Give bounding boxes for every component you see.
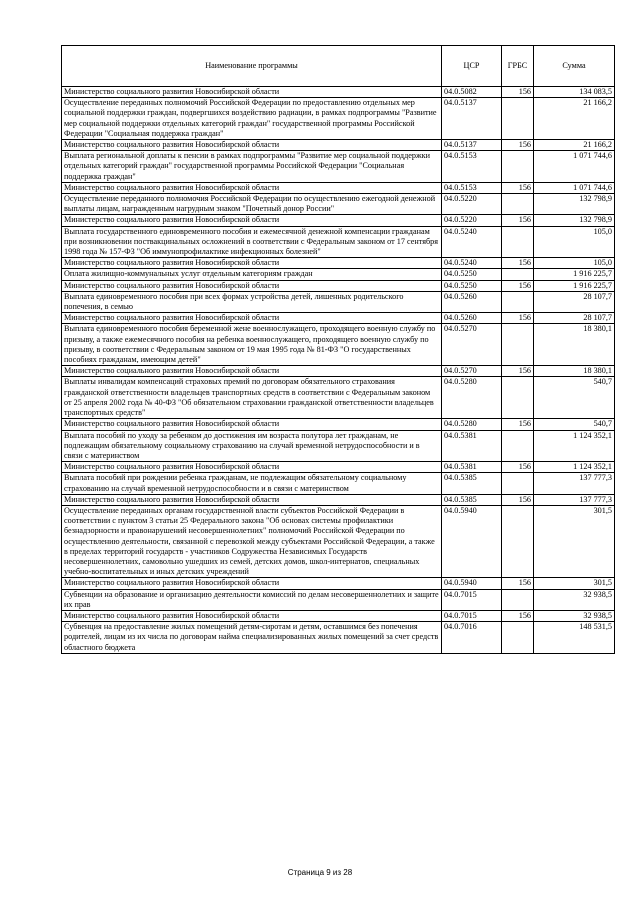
- cell-name: Министерство социального развития Новосибирской области: [62, 140, 442, 151]
- table-row: [62, 324, 615, 366]
- cell-grbs: [502, 377, 534, 419]
- table-row: [62, 87, 615, 98]
- cell-name: Выплата государственного единовременного пособия и ежемесячной денежной компенсации гражданам при возникновении поствакцинальных осложнений в соответствии с Федеральным законом от 17 сентября 1998 года № 157-ФЗ "Об иммунопрофилактике инфекционных болезней": [62, 226, 442, 258]
- cell-name: Осуществление переданных полномочий Российской Федерации по предоставлению отдельных мер социальной поддержки граждан, подвергшихся воздействию радиации, в рамках подпрограммы "Развитие мер социальной поддержки отдельных категорий граждан" государственной программы Российской Федерации "Социальная поддержка граждан": [62, 98, 442, 140]
- cell-grbs: [502, 98, 534, 140]
- cell-grbs: [502, 226, 534, 258]
- cell-name: Министерство социального развития Новосибирской области: [62, 215, 442, 226]
- cell-sum: 18 380,1: [534, 324, 615, 366]
- header-grbs: ГРБС: [502, 46, 534, 87]
- table-row: [62, 589, 615, 610]
- table-row: [62, 140, 615, 151]
- cell-grbs: [502, 324, 534, 366]
- cell-sum: 132 798,9: [534, 215, 615, 226]
- table-row: [62, 182, 615, 193]
- table-row: [62, 505, 615, 577]
- cell-csr: 04.0.7015: [442, 589, 502, 610]
- cell-sum: 134 083,5: [534, 87, 615, 98]
- cell-name: Министерство социального развития Новосибирской области: [62, 494, 442, 505]
- table-row: [62, 194, 615, 215]
- cell-csr: 04.0.5153: [442, 182, 502, 193]
- cell-grbs: [502, 505, 534, 577]
- cell-name: Министерство социального развития Новосибирской области: [62, 366, 442, 377]
- cell-grbs: 156: [502, 182, 534, 193]
- cell-csr: 04.0.5220: [442, 194, 502, 215]
- cell-name: Выплата региональной доплаты к пенсии в рамках подпрограммы "Развитие мер социальной поддержки отдельных категорий граждан" государственной программы Российской Федерации "Социальная поддержка граждан": [62, 151, 442, 183]
- cell-sum: 137 777,3: [534, 473, 615, 494]
- header-sum: Сумма: [534, 46, 615, 87]
- cell-grbs: [502, 291, 534, 312]
- cell-sum: 1 916 225,7: [534, 269, 615, 280]
- cell-grbs: [502, 622, 534, 654]
- cell-csr: 04.0.5270: [442, 366, 502, 377]
- header-name: Наименование программы: [62, 46, 442, 87]
- cell-sum: 18 380,1: [534, 366, 615, 377]
- cell-name: Выплата единовременного пособия при всех формах устройства детей, лишенных родительского попечения, в семью: [62, 291, 442, 312]
- cell-sum: 1 071 744,6: [534, 151, 615, 183]
- cell-sum: 132 798,9: [534, 194, 615, 215]
- table-row: [62, 291, 615, 312]
- cell-grbs: 156: [502, 419, 534, 430]
- cell-csr: 04.0.5260: [442, 291, 502, 312]
- cell-sum: 21 166,2: [534, 140, 615, 151]
- cell-grbs: [502, 430, 534, 462]
- cell-sum: 28 107,7: [534, 291, 615, 312]
- cell-name: Осуществление переданных органам государственной власти субъектов Российской Федерации в соответствии с пунктом 3 статьи 25 Федерального закона "Об основах системы профилактики безнадзорности и правонарушений несовершеннолетних" полномочий Российской Федерации по осуществлению деятельности, связанной с перевозкой между субъектами Российской Федерации, а также в пределах территорий государств - участников Содружества Независимых Государств несовершеннолетних, самовольно ушедших из семей, детских домов, школ-интернатов, специальных учебно-воспитательных и иных детских учреждений: [62, 505, 442, 577]
- cell-grbs: 156: [502, 610, 534, 621]
- table-row: [62, 494, 615, 505]
- table-row: [62, 215, 615, 226]
- cell-csr: 04.0.5240: [442, 258, 502, 269]
- cell-name: Осуществление переданного полномочия Российской Федерации по осуществлению ежегодной денежной выплаты лицам, награжденным нагрудным знаком "Почетный донор России": [62, 194, 442, 215]
- cell-name: Субвенции на образование и организацию деятельности комиссий по делам несовершеннолетних и защите их прав: [62, 589, 442, 610]
- cell-sum: 540,7: [534, 377, 615, 419]
- page-number: Страница 9 из 28: [287, 868, 353, 877]
- cell-csr: 04.0.7015: [442, 610, 502, 621]
- cell-name: Министерство социального развития Новосибирской области: [62, 258, 442, 269]
- cell-sum: 540,7: [534, 419, 615, 430]
- table-row: [62, 622, 615, 654]
- cell-csr: 04.0.5137: [442, 140, 502, 151]
- cell-grbs: 156: [502, 215, 534, 226]
- cell-csr: 04.0.5137: [442, 98, 502, 140]
- cell-csr: 04.0.5260: [442, 313, 502, 324]
- cell-sum: 148 531,5: [534, 622, 615, 654]
- table-row: [62, 377, 615, 419]
- cell-name: Министерство социального развития Новосибирской области: [62, 462, 442, 473]
- cell-sum: 32 938,5: [534, 589, 615, 610]
- cell-sum: 32 938,5: [534, 610, 615, 621]
- header-csr: ЦСР: [442, 46, 502, 87]
- cell-name: Выплата единовременного пособия беременной жене военнослужащего, проходящего военную службу по призыву, а также ежемесячного пособия на ребенка военнослужащего, проходящего военную службу по призыву, в соответствии с Федеральным законом от 19 мая 1995 года № 81-ФЗ "О государственных пособиях гражданам, имеющим детей": [62, 324, 442, 366]
- cell-sum: 1 124 352,1: [534, 462, 615, 473]
- cell-name: Выплата пособий при рождении ребенка гражданам, не подлежащим обязательному социальному страхованию на случай временной нетрудоспособности и в связи с материнством: [62, 473, 442, 494]
- cell-grbs: 156: [502, 280, 534, 291]
- table-row: [62, 462, 615, 473]
- cell-grbs: [502, 269, 534, 280]
- cell-csr: 04.0.5385: [442, 473, 502, 494]
- cell-csr: 04.0.5082: [442, 87, 502, 98]
- cell-grbs: 156: [502, 366, 534, 377]
- cell-name: Министерство социального развития Новосибирской области: [62, 578, 442, 589]
- cell-grbs: 156: [502, 578, 534, 589]
- cell-sum: 1 124 352,1: [534, 430, 615, 462]
- cell-csr: 04.0.5250: [442, 280, 502, 291]
- cell-grbs: [502, 589, 534, 610]
- cell-grbs: 156: [502, 494, 534, 505]
- cell-sum: 301,5: [534, 505, 615, 577]
- table-row: [62, 280, 615, 291]
- cell-sum: 137 777,3: [534, 494, 615, 505]
- cell-name: Министерство социального развития Новосибирской области: [62, 280, 442, 291]
- table-row: [62, 151, 615, 183]
- cell-csr: 04.0.7016: [442, 622, 502, 654]
- cell-csr: 04.0.5220: [442, 215, 502, 226]
- table-row: [62, 430, 615, 462]
- cell-grbs: [502, 151, 534, 183]
- cell-grbs: [502, 194, 534, 215]
- cell-csr: 04.0.5381: [442, 430, 502, 462]
- cell-csr: 04.0.5940: [442, 505, 502, 577]
- table-row: [62, 98, 615, 140]
- table-row: [62, 226, 615, 258]
- cell-csr: 04.0.5250: [442, 269, 502, 280]
- cell-grbs: 156: [502, 140, 534, 151]
- cell-csr: 04.0.5270: [442, 324, 502, 366]
- cell-sum: 301,5: [534, 578, 615, 589]
- cell-sum: 105,0: [534, 258, 615, 269]
- budget-table: [61, 45, 615, 654]
- cell-grbs: 156: [502, 462, 534, 473]
- cell-grbs: 156: [502, 313, 534, 324]
- table-row: [62, 313, 615, 324]
- cell-csr: 04.0.5940: [442, 578, 502, 589]
- cell-name: Министерство социального развития Новосибирской области: [62, 182, 442, 193]
- cell-sum: 1 071 744,6: [534, 182, 615, 193]
- header-row: [62, 46, 615, 87]
- table-row: [62, 578, 615, 589]
- cell-name: Выплата пособий по уходу за ребенком до достижения им возраста полутора лет гражданам, не подлежащим обязательному социальному страхованию на случай временной нетрудоспособности и в связи с материнством: [62, 430, 442, 462]
- cell-csr: 04.0.5280: [442, 377, 502, 419]
- cell-grbs: 156: [502, 258, 534, 269]
- table-row: [62, 610, 615, 621]
- cell-name: Министерство социального развития Новосибирской области: [62, 419, 442, 430]
- cell-name: Оплата жилищно-коммунальных услуг отдельным категориям граждан: [62, 269, 442, 280]
- cell-csr: 04.0.5153: [442, 151, 502, 183]
- cell-sum: 28 107,7: [534, 313, 615, 324]
- cell-name: Министерство социального развития Новосибирской области: [62, 87, 442, 98]
- cell-csr: 04.0.5385: [442, 494, 502, 505]
- cell-csr: 04.0.5280: [442, 419, 502, 430]
- cell-sum: 1 916 225,7: [534, 280, 615, 291]
- cell-name: Министерство социального развития Новосибирской области: [62, 313, 442, 324]
- cell-sum: 105,0: [534, 226, 615, 258]
- cell-grbs: 156: [502, 87, 534, 98]
- table-row: [62, 269, 615, 280]
- cell-grbs: [502, 473, 534, 494]
- cell-name: Субвенция на предоставление жилых помещений детям-сиротам и детям, оставшимся без попечения родителей, лицам из их числа по договорам найма специализированных жилых помещений за счет средств областного бюджета: [62, 622, 442, 654]
- cell-sum: 21 166,2: [534, 98, 615, 140]
- table-row: [62, 473, 615, 494]
- cell-csr: 04.0.5240: [442, 226, 502, 258]
- cell-name: Выплаты инвалидам компенсаций страховых премий по договорам обязательного страхования гражданской ответственности владельцев транспортных средств в соответствии с Федеральным законом от 25 апреля 2002 года № 40-ФЗ "Об обязательном страховании гражданской ответственности владельцев транспортных средств": [62, 377, 442, 419]
- cell-csr: 04.0.5381: [442, 462, 502, 473]
- cell-name: Министерство социального развития Новосибирской области: [62, 610, 442, 621]
- table-row: [62, 366, 615, 377]
- table-row: [62, 258, 615, 269]
- table-row: [62, 419, 615, 430]
